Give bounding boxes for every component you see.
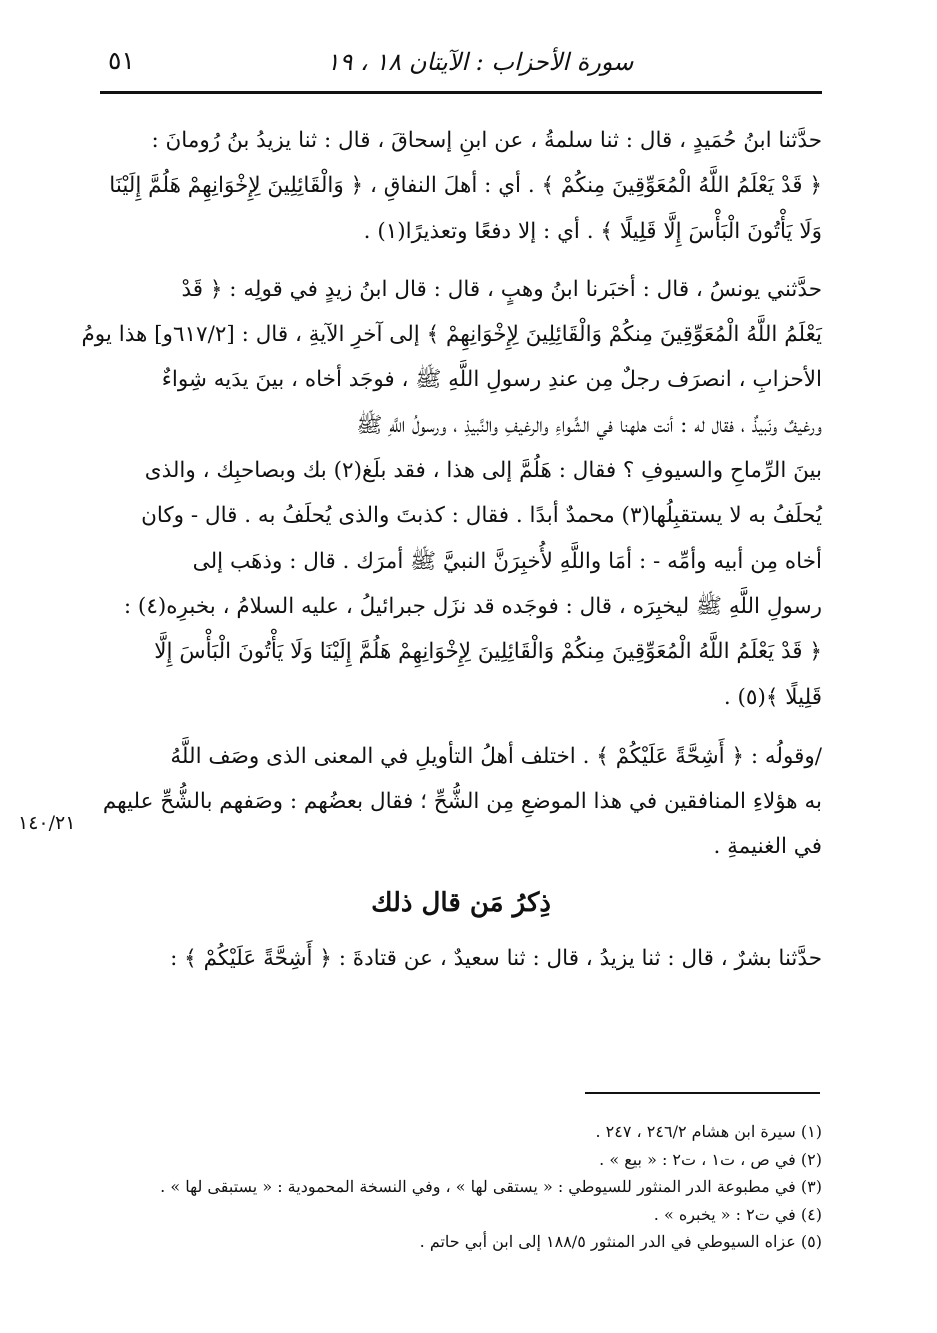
text-line: بينَ الرِّماحِ والسيوفِ ؟ فقال : هَلُمَّ إلى هذا ، فقد بلَغ(٢) بك وبصاحبِك ، والذى	[144, 458, 822, 484]
paragraph-2	[81, 267, 822, 720]
footnote: (١) سيرة ابن هشام ٢٤٦/٢ ، ٢٤٧ .	[595, 1122, 822, 1141]
text-line: ﴿ قَدْ يَعْلَمُ اللَّهُ الْمُعَوِّقِينَ مِنكُمْ ﴾ . أي : أهلَ النفاقِ ، ﴿ وَالْقَائِلِينَ لِإِخْوَانِهِمْ هَلُمَّ إِلَيْنَا	[109, 173, 822, 199]
page-number: ٥١	[108, 46, 135, 75]
text-line: به هؤلاءِ المنافقين في هذا الموضعِ مِن الشُّحِّ ؛ فقال بعضُهم : وصَفهم بالشُّحِّ عليهم	[102, 789, 822, 815]
paragraph-gap	[100, 720, 822, 734]
text-line: /وقولُه : ﴿ أَشِحَّةً عَلَيْكُمْ ﴾ . اختلف أهلُ التأويلِ في المعنى الذى وصَف اللَّهُ	[170, 743, 822, 769]
header-rule	[100, 91, 822, 94]
paragraph-gap	[100, 254, 822, 267]
margin-reference: ١٤٠/٢١	[18, 812, 76, 834]
footnote: (٤) في ت٢ : « يخبره » .	[653, 1204, 822, 1224]
text-line: أخاه مِن أبيه وأمِّه - : أمَا واللَّهِ لأُخبِرَنَّ النبيَّ ﷺ أمرَك . قال : وذهَب إلى	[192, 548, 822, 574]
running-title: سورة الأحزاب : الآيتان ١٨ ، ١٩	[326, 48, 634, 76]
paragraph-3	[100, 734, 822, 870]
text-line: حدَّثنا ابنُ حُمَيدٍ ، قال : ثنا سلمةُ ، عن ابنِ إسحاقَ ، قال : ثنا يزيدُ بنُ رُومانَ :	[151, 128, 822, 153]
text-line: في الغنيمةِ .	[713, 834, 822, 860]
text-line: وَلَا يَأْتُونَ الْبَأْسَ إِلَّا قَلِيلًا ﴾ . أي : إلا دفعًا وتعذيرًا(١) .	[363, 218, 822, 244]
section-heading: ذِكرُ مَن قال ذلك	[371, 887, 551, 918]
text-line: يَعْلَمُ اللَّهُ الْمُعَوِّقِينَ مِنكُمْ وَالْقَائِلِينَ لِإِخْوَانِهِمْ ﴾ إلى آخرِ الآيةِ ، قال : [٦١٧/٢و] هذا يومُ	[81, 322, 822, 348]
footnotes	[100, 1118, 822, 1256]
text-line: ﴿ قَدْ يَعْلَمُ اللَّهُ الْمُعَوِّقِينَ مِنكُمْ وَالْقَائِلِينَ لِإِخْوَانِهِمْ هَلُمَّ إِلَيْنَا وَلَا يَأْتُونَ الْبَأْسَ إِلَّا	[154, 639, 822, 665]
footnote: (٥) عزاه السيوطي في الدر المنثور ١٨٨/٥ إلى ابن أبي حاتم .	[419, 1232, 822, 1251]
paragraph-4	[100, 936, 822, 981]
text-line: رسولِ اللَّهِ ﷺ ليخبِرَه ، قال : فوجَده قد نزَل جبرائيلُ ، عليه السلامُ ، بخبرِه(٤) :	[123, 593, 822, 619]
paragraph-1	[100, 118, 822, 254]
footnote: (٣) في مطبوعة الدر المنثور للسيوطي : « يستقى لها » ، وفي النسخة المحمودية : « يستبقى لها » .	[160, 1177, 822, 1196]
footnote-rule	[585, 1092, 820, 1094]
text-line: قَلِيلًا ﴾(٥) .	[723, 684, 822, 710]
text-line: ورغيفٌ ونَبيذٌ ، فقال له : أنت هلهنا في الشِّواءِ والرغيفِ والنَّبيذِ ، ورسولُ اللَّهِ ﷺ	[356, 412, 822, 438]
text-line: حدَّثنا بشرٌ ، قال : ثنا يزيدُ ، قال : ثنا سعيدٌ ، عن قتادةَ : ﴿ أَشِحَّةً عَلَيْكُمْ ﴾ :	[170, 945, 822, 971]
page-header	[100, 40, 822, 90]
text-line: حدَّثني يونسُ ، قال : أخبَرنا ابنُ وهبٍ ، قال : قال ابنُ زيدٍ في قولِه : ﴿ قَدْ	[181, 276, 822, 302]
main-text	[81, 118, 822, 981]
text-line: يُحلَفُ به لا يستقبِلُها(٣) محمدٌ أبدًا . فقال : كذبتَ والذى يُحلَفُ به . قال - وكان	[141, 503, 822, 529]
footnote: (٢) في ص ، ت١ ، ت٢ : « بيع » .	[599, 1149, 822, 1169]
text-line: الأحزابِ ، انصرَف رجلٌ مِن عندِ رسولِ اللَّهِ ﷺ ، فوجَد أخاه ، بينَ يدَيه شِواءٌ	[161, 367, 822, 393]
